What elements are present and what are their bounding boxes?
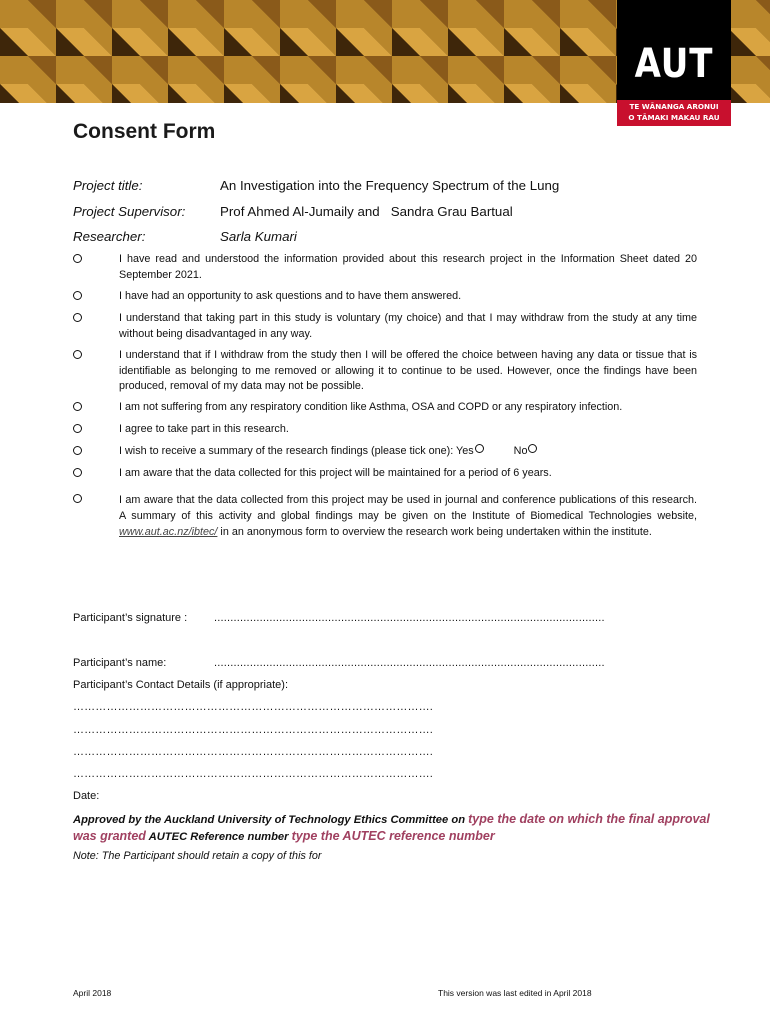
approval-part-2: AUTEC Reference number: [145, 831, 292, 843]
project-title-label: Project title:: [73, 178, 143, 193]
consent-item-text: I have had an opportunity to ask questions and to have them answered.: [119, 290, 462, 302]
researcher-value: Sarla Kumari: [220, 229, 297, 244]
logo-text: AUT: [634, 41, 714, 87]
consent-item-text-wrap: [119, 492, 697, 540]
participant-note: Note: The Participant should retain a copy of this for: [73, 850, 322, 862]
name-label: Participant’s name:: [73, 657, 167, 669]
footer-date: April 2018: [73, 988, 112, 998]
consent-item-text: I understand that if I withdraw from the study then I will be offered the choice between having any data or tissue that is identifiable as belonging to me removed or allowing it to continue to be used. However, once the findings have been produced, removal of my data may not be possible.: [119, 349, 697, 392]
signature-label: Participant’s signature :: [73, 612, 188, 624]
ibtec-link[interactable]: www.aut.ac.nz/ibtec/: [119, 526, 218, 538]
logo-sub-line-1: TE WĀNANGA ARONUI: [629, 102, 719, 111]
consent-item-text: I wish to receive a summary of the research findings (please tick one): Yes: [119, 445, 474, 457]
consent-item-text: I am aware that the data collected for this project will be maintained for a period of 6 years.: [119, 467, 552, 479]
checkbox-circle[interactable]: [73, 468, 82, 477]
no-label: No: [513, 445, 528, 457]
aut-logo: [617, 0, 731, 126]
footer-version: This version was last edited in April 2018: [438, 988, 592, 998]
checkbox-circle[interactable]: [73, 402, 82, 411]
approval-date-placeholder: type the date on which the final approval was granted: [73, 812, 710, 843]
supervisor-value: Prof Ahmed Al-Jumaily and Sandra Grau Bartual: [220, 204, 513, 219]
supervisor-label: Project Supervisor:: [73, 204, 186, 219]
name-field[interactable]: ........................................................................................................................: [214, 657, 605, 669]
checkbox-circle[interactable]: [73, 313, 82, 322]
checkbox-circle[interactable]: [73, 446, 82, 455]
checkbox-circle[interactable]: [73, 291, 82, 300]
signature-field[interactable]: ........................................................................................................................: [214, 612, 605, 624]
logo-sub-line-2: O TĀMAKI MAKAU RAU: [628, 113, 720, 122]
approval-ref-placeholder: type the AUTEC reference number: [291, 829, 495, 843]
logo-subtitle: [617, 101, 731, 123]
checkbox-circle[interactable]: [73, 424, 82, 433]
approval-text: [73, 811, 713, 845]
checkbox-circle[interactable]: [73, 350, 82, 359]
consent-item-text-wrap: [119, 444, 697, 460]
consent-item-tail: in an anonymous form to overview the research work being undertaken within the institute.: [217, 526, 652, 538]
contact-field-2[interactable]: …………………………………………………………………………………….: [73, 724, 434, 736]
checkbox-circle[interactable]: [73, 494, 82, 503]
consent-item-text: I understand that taking part in this study is voluntary (my choice) and that I may withdraw from the study at any time without being disadvantaged in any way.: [119, 312, 697, 340]
contact-field-1[interactable]: …………………………………………………………………………………….: [73, 701, 434, 713]
consent-item-text: I am not suffering from any respiratory condition like Asthma, OSA and COPD or any respiratory infection.: [119, 401, 623, 413]
consent-item-text: I agree to take part in this research.: [119, 423, 289, 435]
no-radio[interactable]: [528, 444, 537, 453]
page-title: Consent Form: [73, 120, 216, 143]
approval-part-1: Approved by the Auckland University of Technology Ethics Committee on: [73, 814, 469, 826]
consent-item-text: I have read and understood the information provided about this research project in the Information Sheet dated 20 September 2021.: [119, 253, 697, 281]
project-title-value: An Investigation into the Frequency Spectrum of the Lung: [220, 178, 560, 193]
contact-label: Participant’s Contact Details (if appropriate):: [73, 679, 289, 691]
yes-radio[interactable]: [475, 444, 484, 453]
contact-field-4[interactable]: …………………………………………………………………………………….: [73, 768, 434, 780]
consent-item-text: I am aware that the data collected from this project may be used in journal and conference publications of this research. A summary of this activity and global findings may be given on the Institute of Biomedical Technologies website,: [119, 494, 697, 522]
date-label: Date:: [73, 790, 100, 802]
checkbox-circle[interactable]: [73, 254, 82, 263]
researcher-label: Researcher:: [73, 229, 146, 244]
contact-field-3[interactable]: …………………………………………………………………………………….: [73, 746, 434, 758]
